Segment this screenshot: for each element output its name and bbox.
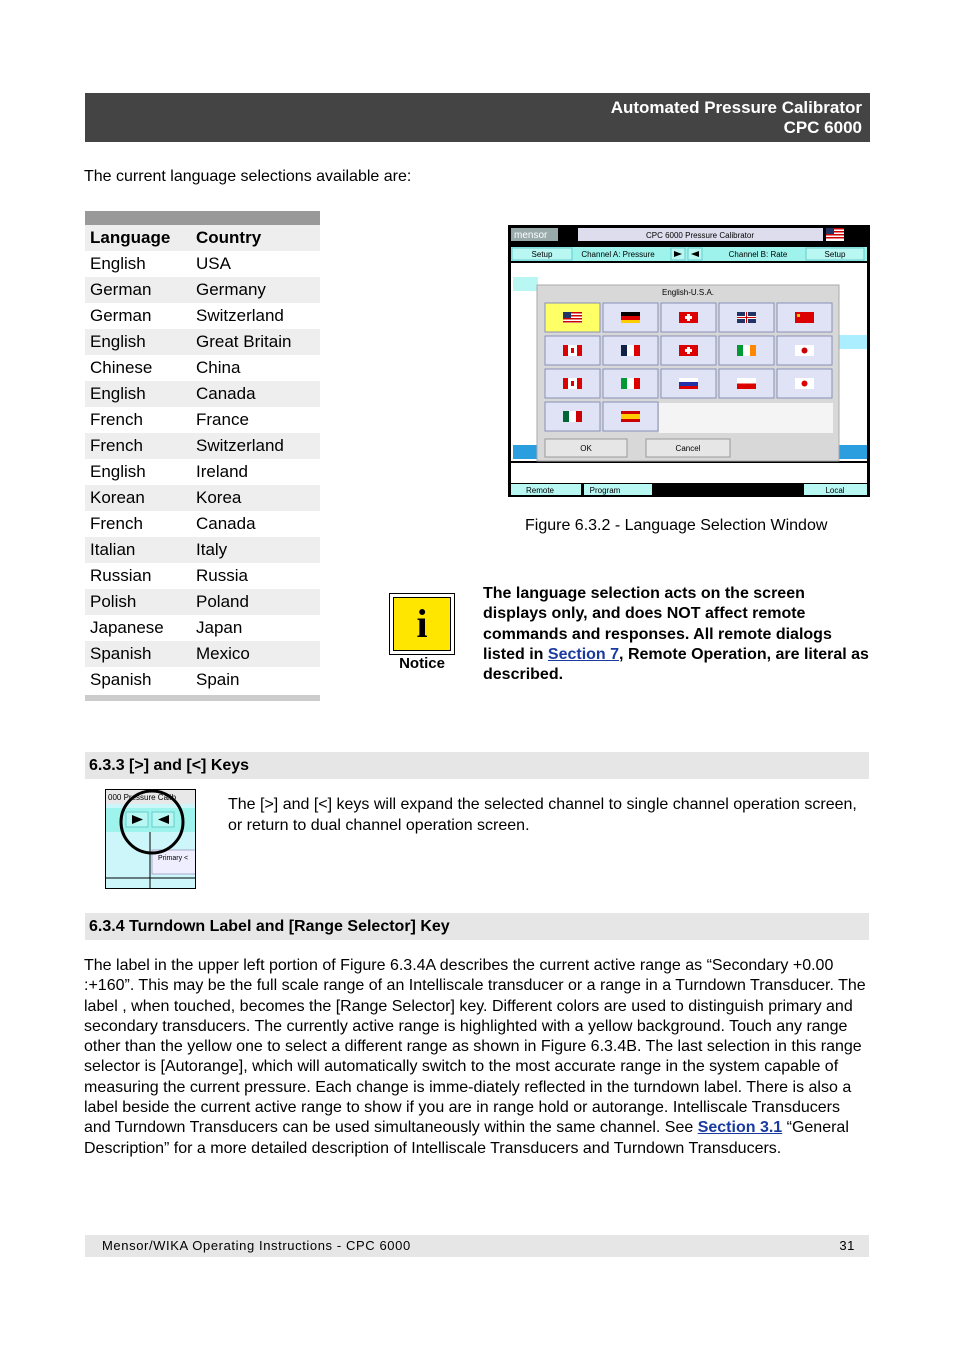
flag-us-icon [545,303,600,332]
country-cell: Great Britain [196,332,292,351]
flag-jp-icon [777,369,832,398]
flag-de-icon [603,303,658,332]
table-row [85,667,320,693]
flag-cn-icon [777,303,832,332]
table-header-row [85,225,320,251]
section-634-text-part1: The label in the upper left portion of Figure 6.3.4A describes the current active range as “Secondary +0.00 :+160”. This may be the full scale range of an Intelliscale transducer or a range in a Turndown Transducer. The label , when touched, becomes the [Range Selector] key. Different colors are used to distinguish primary and secondary transducers. The currently active range is highlighted with a yellow background. Touch any range other than the yellow one to select a different range as shown in Figure 6.3.4B. The last selection in this range selector is [Autorange], which will automatically switch to the most accurate range in the system capable of measuring the current pressure. Each change is imme-diately reflected in the turndown label. There is also a label beside the current active range to show if you are in range hold or autorange. Intelliscale Transducers and Turndown Transducers can be used simultaneously within the same channel. See [84,957,866,1137]
country-cell: Switzerland [196,306,284,325]
notice-text-part1: The language selection acts on the screen displays only, and does NOT affect remote commands and responses. All remote dialogs listed in [483,585,832,663]
section-634-text [84,956,868,1159]
country-cell: Germany [196,280,266,299]
table-row [85,459,320,485]
flag-it-icon [603,369,658,398]
country-cell: Ireland [196,462,248,481]
language-table [85,211,320,701]
flag-ie-icon [719,336,774,365]
fig-ok-button: OK [580,444,592,453]
language-cell: Chinese [90,358,153,377]
table-row [85,251,320,277]
fig-program-button: Program [589,486,621,495]
country-cell: China [196,358,241,377]
table-bottom-bar [85,695,320,701]
language-cell: French [90,514,143,533]
fig-dialog-title: English-U.S.A. [661,288,715,297]
country-cell: Korea [196,488,242,507]
page-header [85,93,870,142]
language-cell: Spanish [90,644,152,663]
fig-setup-left-tab: Setup [531,250,553,259]
keys-fig-label: Primary < [158,855,189,862]
table-row [85,589,320,615]
page-footer [85,1235,869,1257]
table-row [85,641,320,667]
table-top-bar [85,211,320,225]
fig-remote-button: Remote [525,486,555,495]
flag-ru-icon [661,369,716,398]
country-cell: USA [196,254,231,273]
flag-mx-icon [545,402,600,431]
info-icon: i [393,597,451,651]
country-cell: Canada [196,514,256,533]
country-cell: Japan [196,618,243,637]
flag-ch-icon [661,336,716,365]
section-634-heading: 6.3.4 Turndown Label and [Range Selector] Key [85,913,869,940]
figure-caption: Figure 6.3.2 - Language Selection Window [525,517,828,534]
flag-es-icon [603,402,658,431]
keys-figure [105,789,196,889]
language-cell: English [90,462,146,481]
flag-ch-icon [661,303,716,332]
language-cell: French [90,436,143,455]
country-cell: Canada [196,384,256,403]
flag-kr-icon [777,336,832,365]
intro-text: The current language selections available are: [84,168,412,185]
notice-text-part2: , Remote Operation, are literal as described. [483,645,869,684]
table-row [85,485,320,511]
flag-ca-icon [545,336,600,365]
language-cell: German [90,306,152,325]
fig-channel-a: Channel A: Pressure [581,250,655,259]
language-cell: Russian [90,566,152,585]
table-row [85,511,320,537]
country-cell: Mexico [196,644,250,663]
country-cell: Poland [196,592,249,611]
country-cell: Switzerland [196,436,284,455]
table-row [85,615,320,641]
language-cell: French [90,410,143,429]
fig-cancel-button: Cancel [675,444,701,453]
flag-fr-icon [603,336,658,365]
notice-icon [389,593,455,655]
header-model: CPC 6000 [783,118,862,137]
language-cell: Italian [90,540,136,559]
flag-gb-icon [719,303,774,332]
section-634-text-part2: “General Description” for a more detailed description of Intelliscale Transducers and Turndown Transducers. [84,1119,849,1157]
mensor-logo: mensor [514,230,548,241]
language-cell: English [90,384,146,403]
figure-window-title: CPC 6000 Pressure Calibrator [645,231,755,240]
flag-ca-icon [545,369,600,398]
fig-channel-b: Channel B: Rate [728,250,788,259]
header-country: Country [196,228,262,247]
fig-setup-right-tab: Setup [824,250,846,259]
table-row [85,355,320,381]
language-selection-figure [508,225,870,497]
page-number: 31 [839,1238,855,1253]
table-row [85,277,320,303]
language-cell: Korean [90,488,145,507]
language-cell: English [90,254,146,273]
table-row [85,433,320,459]
language-cell: German [90,280,152,299]
language-cell: Japanese [90,618,164,637]
table-row [85,407,320,433]
country-cell: Italy [196,540,228,559]
country-cell: France [196,410,249,429]
fig-local-button: Local [825,486,845,495]
footer-title: Mensor/WIKA Operating Instructions - CPC 6000 [102,1238,411,1253]
section-7-link[interactable]: Section 7 [547,645,620,663]
notice-label: Notice [399,655,445,672]
country-cell: Russia [196,566,248,585]
country-cell: Spain [196,670,240,689]
table-row [85,537,320,563]
header-language: Language [90,228,171,247]
section-3-1-link[interactable]: Section 3.1 [697,1119,783,1137]
language-cell: English [90,332,146,351]
keys-fig-title: 000 Pressure Calib [108,793,177,802]
section-633-text: The [>] and [<] keys will expand the selected channel to single channel operation screen, or return to dual channel operation screen. [228,796,857,834]
table-row [85,381,320,407]
notice-text [483,584,873,685]
table-row [85,329,320,355]
table-row [85,303,320,329]
language-cell: Spanish [90,670,152,689]
table-row [85,563,320,589]
section-633-heading: 6.3.3 [>] and [<] Keys [85,752,869,779]
language-cell: Polish [90,592,137,611]
header-title: Automated Pressure Calibrator [610,98,862,117]
flag-pl-icon [719,369,774,398]
